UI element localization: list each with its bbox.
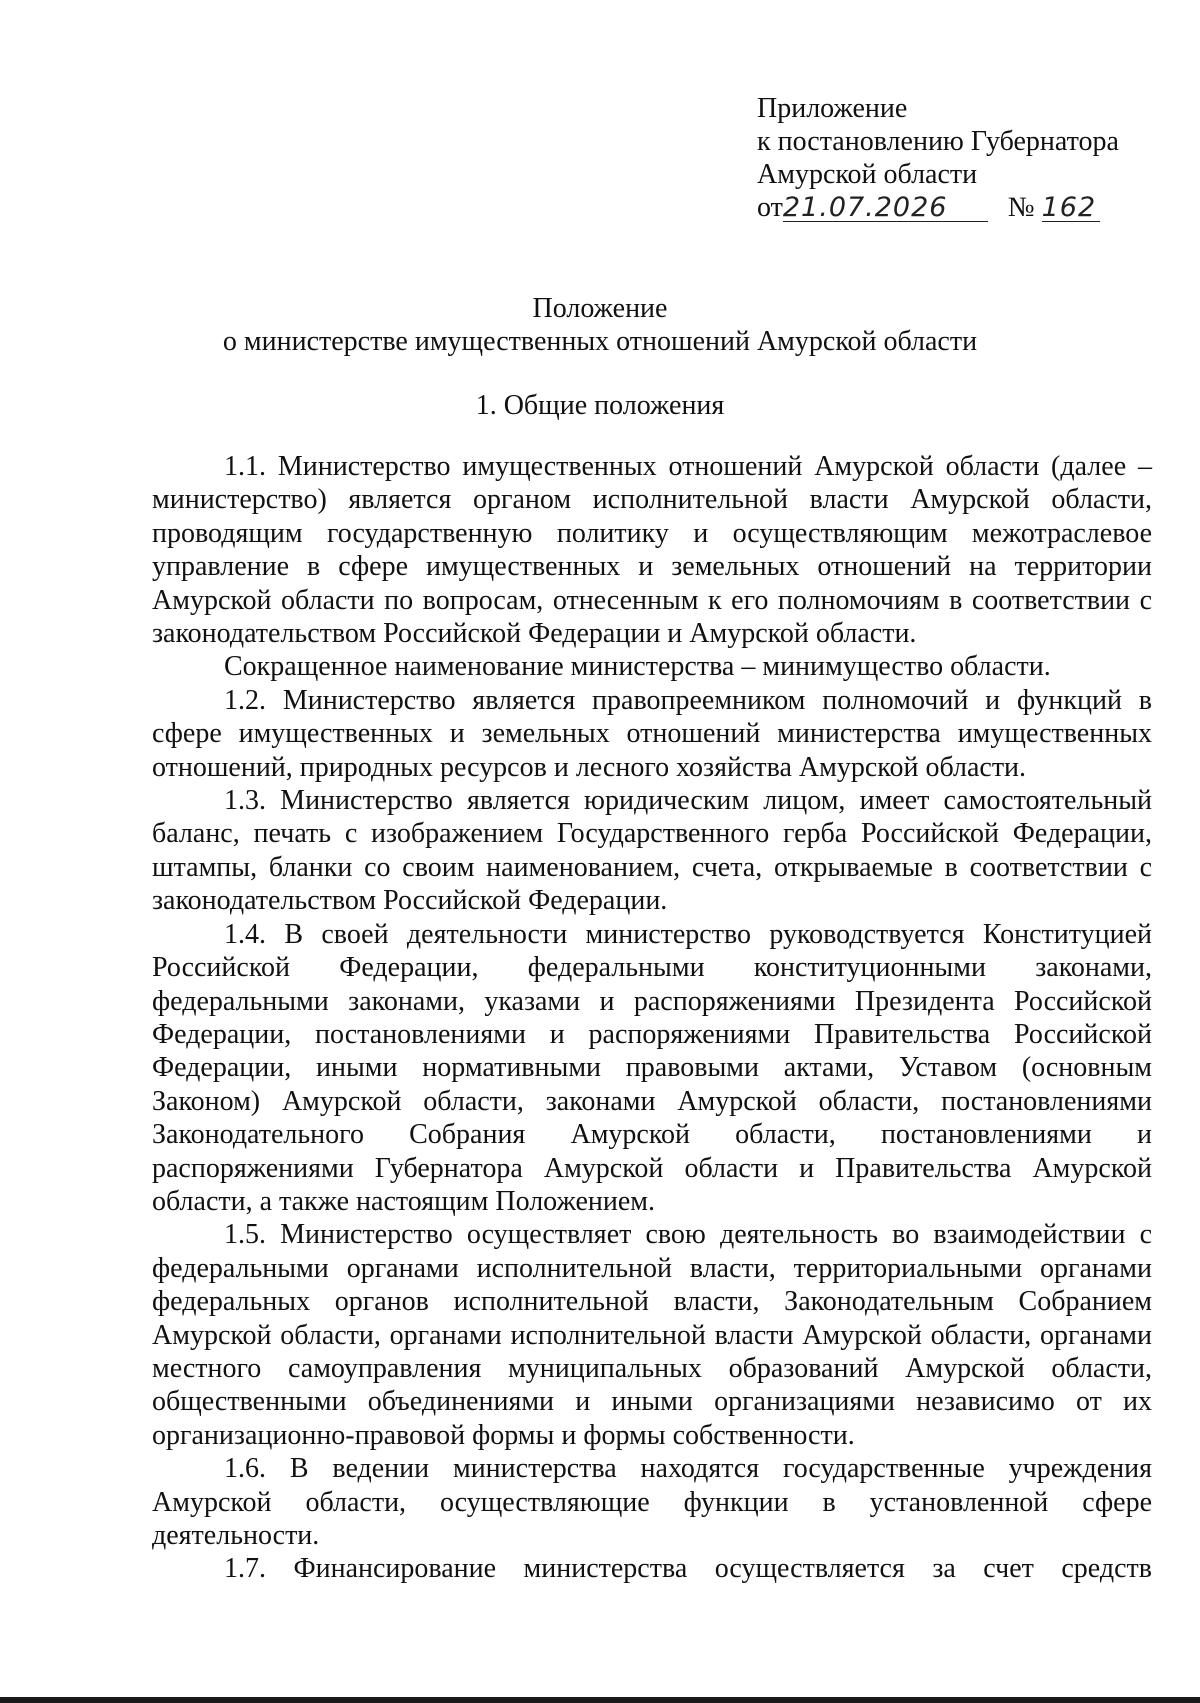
paragraph-short-name: Сокращенное наименование министерства – минимущество области. (224, 651, 1051, 683)
paragraph-1-7: 1.7. Финансирование министерства осуществляется за счет средств (224, 1553, 1152, 1585)
appendix-date-number-row (757, 191, 1177, 224)
document-subtitle: о министерстве имущественных отношений Амурской области (222, 326, 978, 357)
document-title: Положение (532, 293, 668, 324)
paragraph-1-2: 1.2. Министерство является правопреемником полномочий и функций в сфере имущественных и земельных отношений министерства имущественных отношений, природных ресурсов и лесного хозяйства Амурской области. (152, 684, 1152, 783)
date-prefix: от (757, 192, 783, 223)
paragraph-1-5: 1.5. Министерство осуществляет свою деятельность во взаимодействии с федеральными органами исполнительной власти, территориальными органами федеральных органов исполнительной власти, Законодательным Собранием Амурской области, органами исполнительной власти Амурской области, органами местного самоуправления муниципальных образований Амурской области, общественными объединениями и иными организациями независимо от их организационно-правовой формы и формы собственности. (152, 1219, 1152, 1451)
scan-bottom-edge (0, 1697, 1200, 1703)
appendix-block (757, 92, 1177, 224)
paragraph-1-3: 1.3. Министерство является юридическим лицом, имеет самостоятельный баланс, печать с изображением Государственного герба Российской Федерации, штампы, бланки со своим наименованием, счета, открываемые в соответствии с законодательством Российской Федерации. (152, 785, 1152, 917)
document-body (152, 450, 1152, 1586)
appendix-resolution-ref: к постановлению Губернатора (757, 126, 1119, 157)
appendix-title: Приложение (757, 93, 908, 124)
paragraph-1-4: 1.4. В своей деятельности министерство руководствуется Конституцией Российской Федерации, федеральными конституционными законами, федеральными законами, указами и распоряжениями Президента Российской Федерации, постановлениями и распоряжениями Правительства Российской Федерации, иными нормативными правовыми актами, Уставом (основным Законом) Амурской области, законами Амурской области, постановлениями Законодательного Собрания Амурской области, постановлениями и распоряжениями Губернатора Амурской области и Правительства Амурской области, а также настоящим Положением. (152, 918, 1152, 1217)
handwritten-date: 21.07.2026 (783, 195, 988, 222)
appendix-region: Амурской области (757, 159, 978, 190)
paragraph-1-6: 1.6. В ведении министерства находятся государственные учреждения Амурской области, осуществляющие функции в установленной сфере деятельности. (152, 1453, 1152, 1551)
number-label: № (1007, 192, 1035, 223)
handwritten-number: 162 (1042, 195, 1100, 222)
paragraph-1-1: 1.1. Министерство имущественных отношений Амурской области (далее – министерство) является органом исполнительной власти Амурской области, проводящим государственную политику и осуществляющим межотраслевое управление в сфере имущественных и земельных отношений на территории Амурской области по вопросам, отнесенным к его полномочиям в соответствии с законодательством Российской Федерации и Амурской области. (152, 451, 1152, 650)
section-heading: 1. Общие положения (475, 390, 725, 421)
